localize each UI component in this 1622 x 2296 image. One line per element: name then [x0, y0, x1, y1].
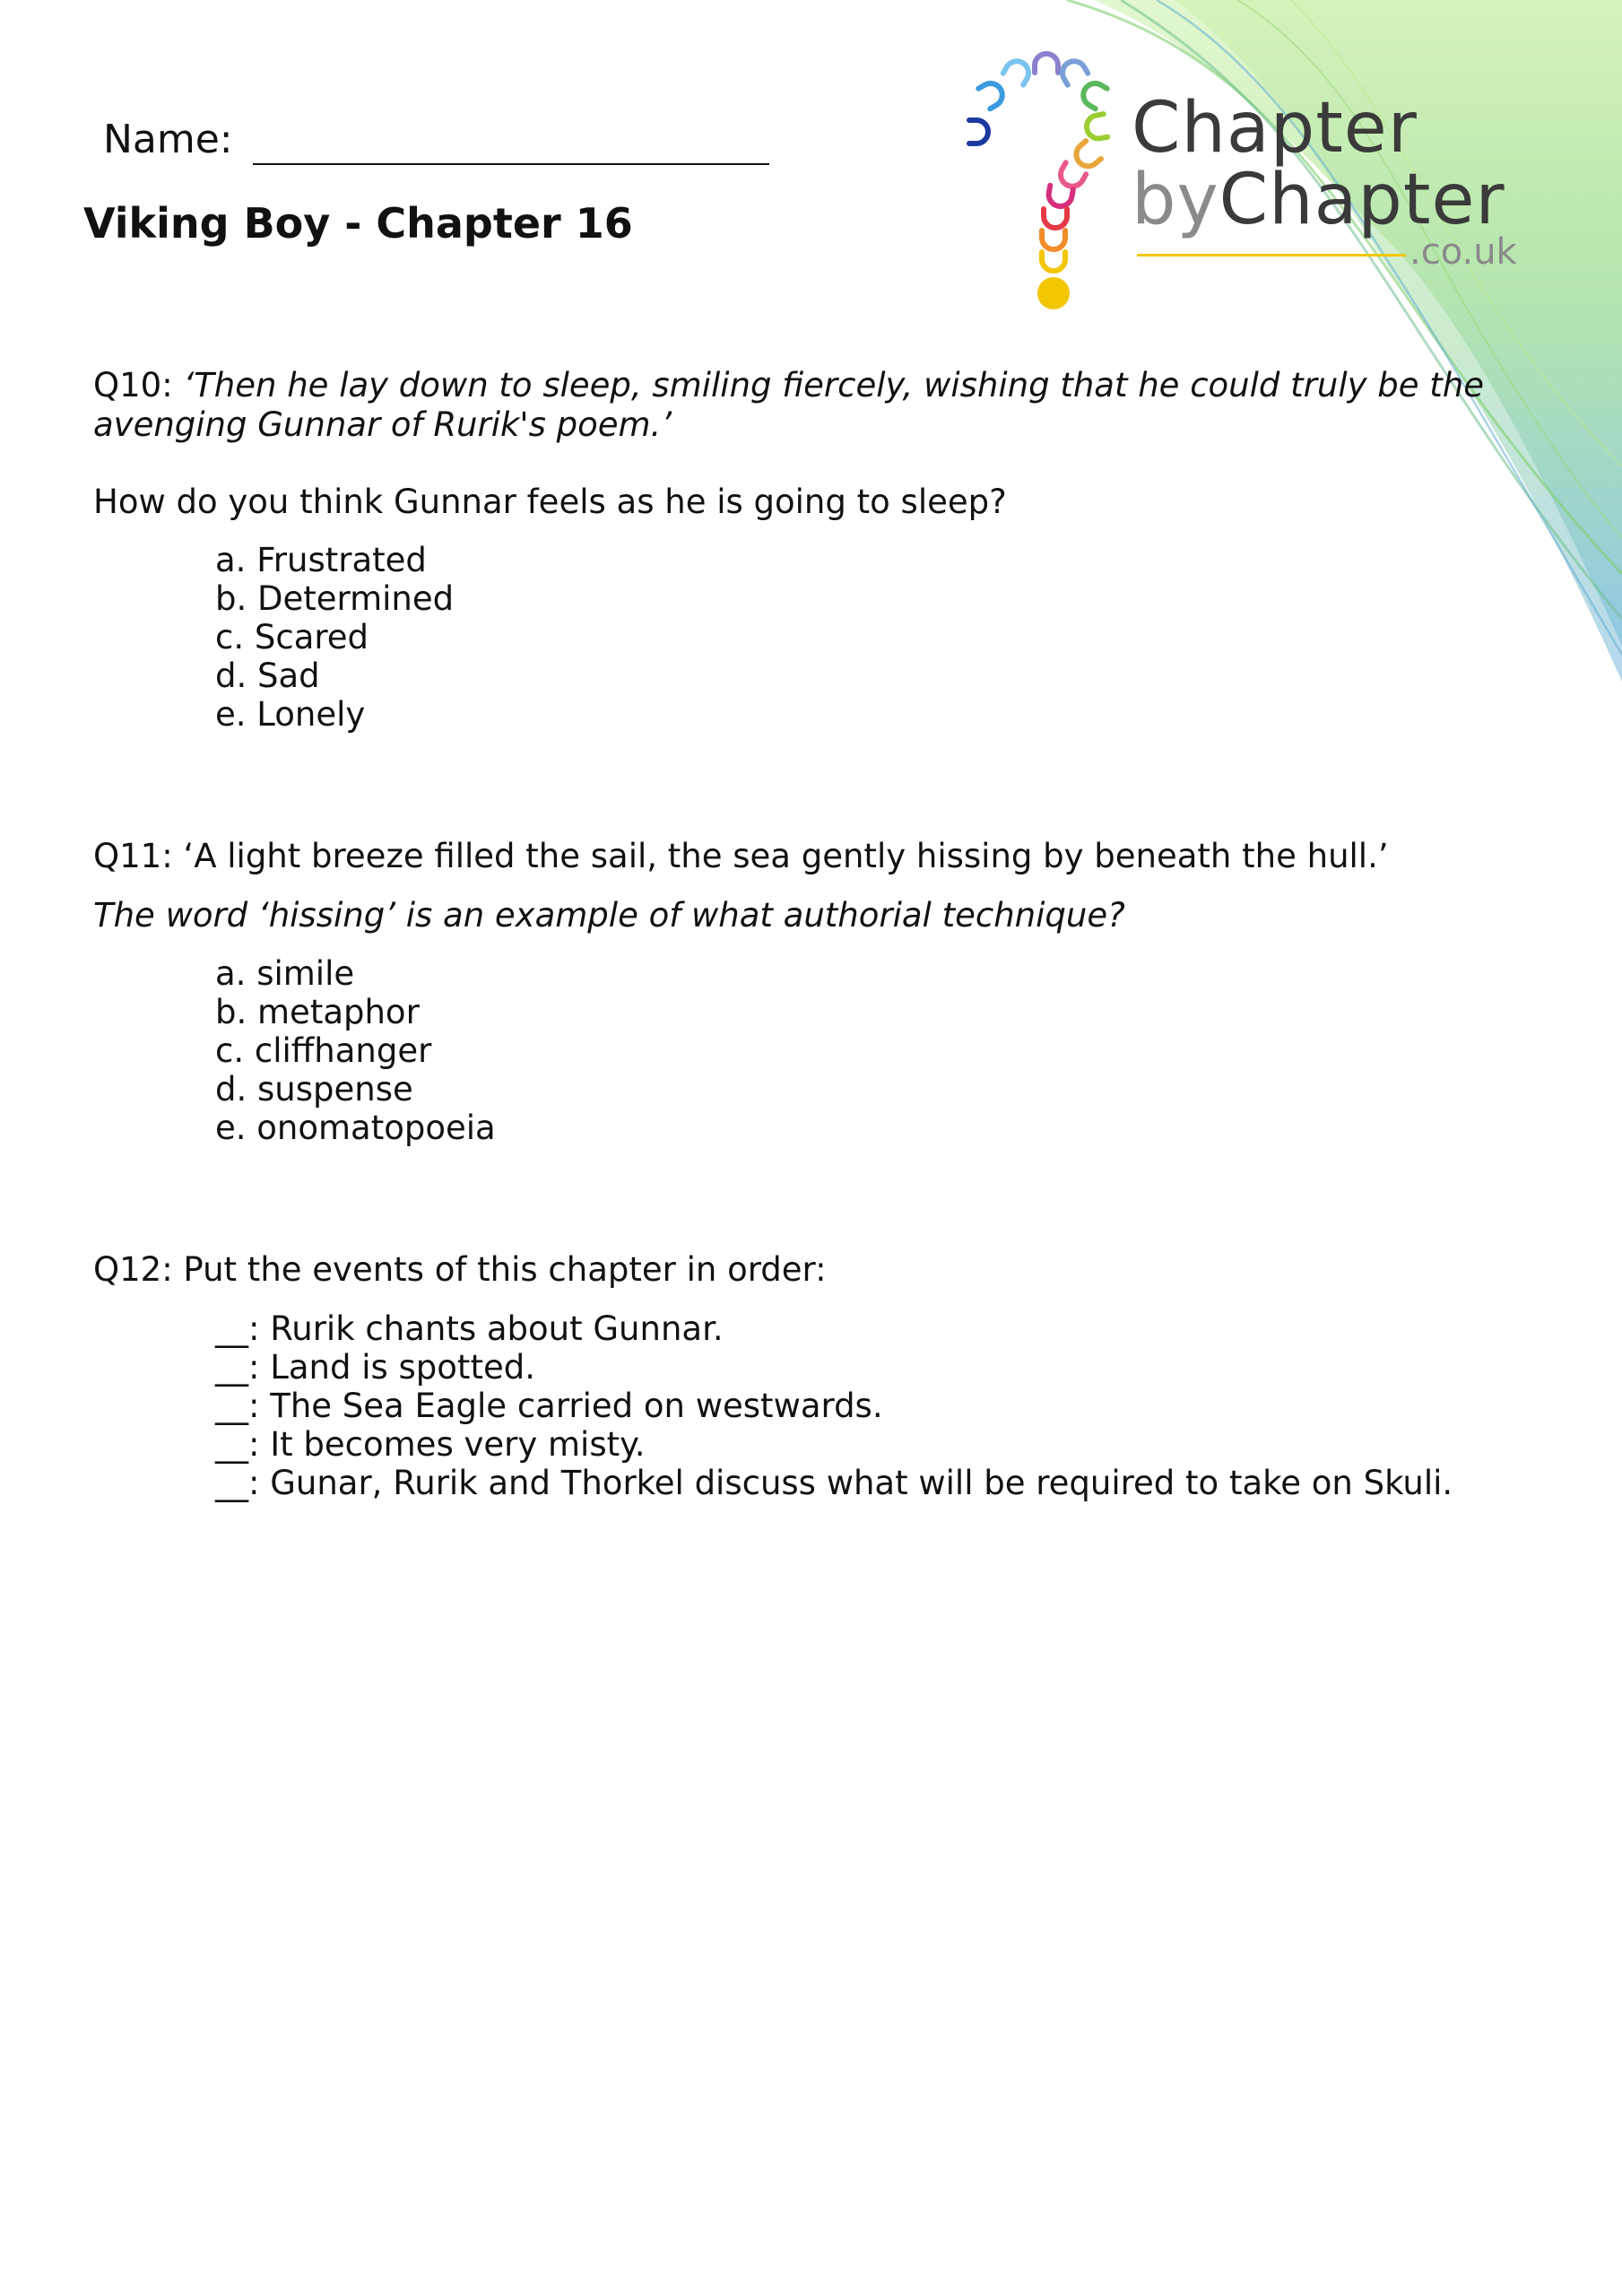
q12-event[interactable]: __: Gunar, Rurik and Thorkel discuss what will be required to take on Skuli.: [215, 1464, 1453, 1502]
logo-arc: [969, 120, 988, 144]
q10-option[interactable]: e. Lonely: [215, 695, 366, 734]
name-label: Name:: [103, 117, 233, 162]
page-title: Viking Boy - Chapter 16: [83, 199, 633, 248]
logo-dot: [1037, 277, 1070, 309]
q10-option[interactable]: a. Frustrated: [215, 541, 427, 579]
q11-option[interactable]: c. cliffhanger: [215, 1031, 432, 1070]
q12-event[interactable]: __: The Sea Eagle carried on westwards.: [215, 1387, 883, 1425]
q10-quote-line1: [93, 366, 1484, 405]
q11-question: The word ‘hissing’ is an example of what authorial technique?: [93, 896, 1125, 935]
logo-text-by: by: [1132, 160, 1219, 240]
q10-quote-line2: avenging Gunnar of Rurik's poem.’: [93, 405, 672, 444]
q11-option[interactable]: e. onomatopoeia: [215, 1109, 496, 1147]
logo-arc: [1080, 79, 1107, 109]
q12-event[interactable]: __: Land is spotted.: [215, 1348, 535, 1387]
q10-prefix: Q10:: [93, 366, 184, 404]
logo-arc: [1035, 54, 1058, 73]
logo-arc: [1042, 252, 1065, 271]
logo-text-bychapter: [1132, 160, 1505, 240]
logo-text-chapter: Chapter: [1132, 88, 1418, 169]
name-field-line[interactable]: [253, 163, 769, 165]
q11-option[interactable]: a. simile: [215, 954, 355, 993]
logo-arc: [1071, 141, 1101, 170]
q11-option[interactable]: d. suspense: [215, 1070, 413, 1109]
q11-prompt: Q11: ‘A light breeze filled the sail, the sea gently hissing by beneath the hull.’: [93, 837, 1389, 875]
logo-arc: [1047, 186, 1073, 208]
q10-option[interactable]: b. Determined: [215, 579, 455, 618]
logo-arc: [1058, 57, 1088, 85]
logo-arc: [1044, 209, 1067, 228]
logo-domain: .co.uk: [1409, 231, 1517, 273]
q10-option[interactable]: c. Scared: [215, 618, 369, 657]
logo-arc: [1085, 114, 1107, 140]
q10-quote-1: ‘Then he lay down to sleep, smiling fiercely, wishing that he could truly be the: [183, 366, 1484, 404]
q12-event[interactable]: __: Rurik chants about Gunnar.: [215, 1309, 724, 1348]
q12-event[interactable]: __: It becomes very misty.: [215, 1425, 646, 1464]
q10-question: How do you think Gunnar feels as he is going to sleep?: [93, 483, 1007, 521]
q12-prompt: Q12: Put the events of this chapter in order:: [93, 1250, 827, 1289]
logo-underline: [1137, 254, 1406, 257]
chapter-by-chapter-logo-icon: [955, 49, 1134, 318]
q10-option[interactable]: d. Sad: [215, 657, 320, 695]
logo-arc: [1042, 230, 1065, 249]
logo-arc: [978, 79, 1006, 109]
logo-text-chapter-2: Chapter: [1219, 160, 1505, 240]
logo-arc: [1003, 57, 1033, 85]
q11-option[interactable]: b. metaphor: [215, 993, 420, 1031]
